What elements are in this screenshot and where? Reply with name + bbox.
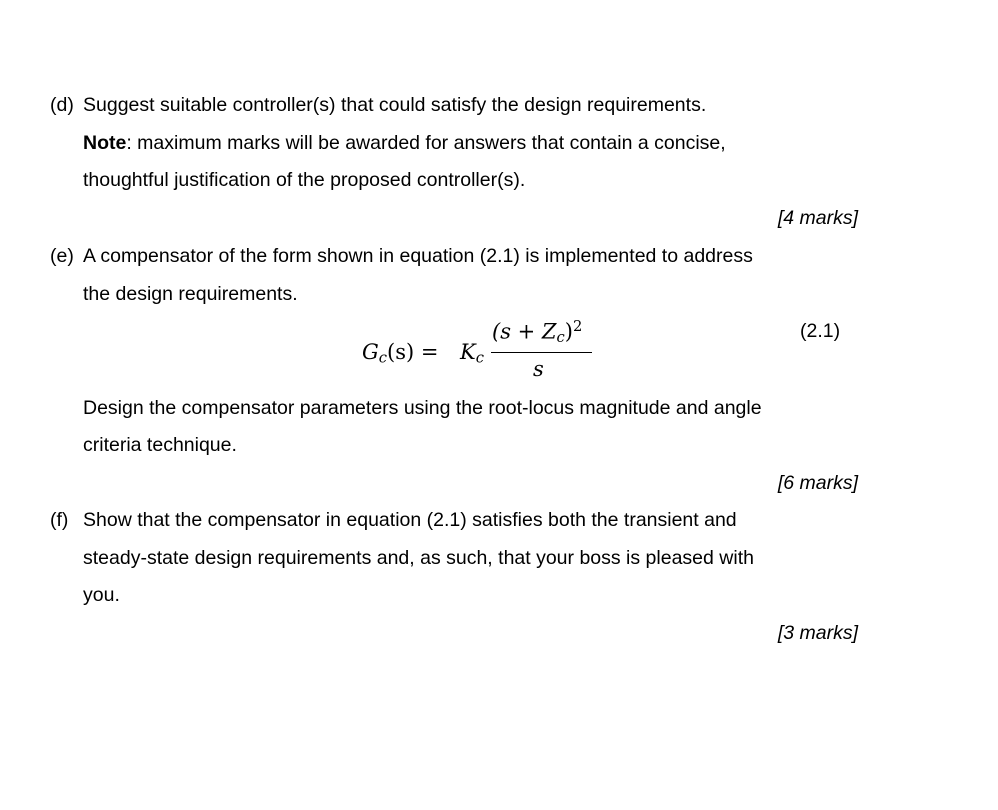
question-f-text: Show that the compensator in equation (2.1) satisfies both the transient and bbox=[83, 509, 737, 531]
fraction-bar bbox=[491, 352, 592, 353]
question-e-marks: [6 marks] bbox=[777, 472, 858, 494]
question-f-marks: [3 marks] bbox=[777, 622, 858, 644]
equation-number: (2.1) bbox=[800, 320, 841, 342]
question-f-text-end: you. bbox=[83, 584, 120, 606]
equation-numerator: $(s + Z_c)^2$ bbox=[492, 318, 583, 347]
question-e-instruction: Design the compensator parameters using the root-locus magnitude and angle bbox=[83, 397, 762, 419]
question-f-text-continued: steady-state design requirements and, as such, that your boss is pleased with bbox=[83, 547, 754, 569]
equation-denominator: s bbox=[533, 357, 544, 381]
equation-lhs: $G_c(s)$ = bbox=[362, 340, 439, 367]
question-d-label: (d) bbox=[50, 94, 74, 116]
question-d-note-continued: thoughtful justification of the proposed controller(s). bbox=[83, 169, 526, 191]
question-d-text: Suggest suitable controller(s) that could satisfy the design requirements. bbox=[83, 94, 707, 116]
equation-gain: $K_c$ bbox=[460, 340, 484, 367]
question-f-label: (f) bbox=[50, 509, 69, 531]
note-label: Note bbox=[83, 132, 127, 154]
question-e-text-continued: the design requirements. bbox=[83, 283, 298, 305]
note-text: : maximum marks will be awarded for answers that contain a concise, bbox=[126, 132, 726, 154]
question-e-label: (e) bbox=[50, 245, 74, 267]
question-e-instruction-continued: criteria technique. bbox=[83, 434, 237, 456]
question-d-note bbox=[83, 131, 726, 155]
question-d-marks: [4 marks] bbox=[777, 207, 858, 229]
question-e-text: A compensator of the form shown in equation (2.1) is implemented to address bbox=[83, 245, 753, 267]
